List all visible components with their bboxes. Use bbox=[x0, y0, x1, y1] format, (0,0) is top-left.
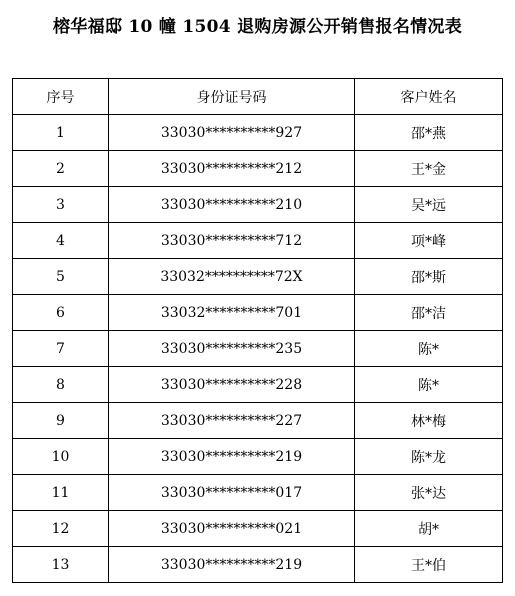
serial-number-cell: 3 bbox=[13, 187, 109, 223]
serial-number-cell: 13 bbox=[13, 547, 109, 583]
serial-number-cell: 1 bbox=[13, 115, 109, 151]
header-customer-name: 客户姓名 bbox=[355, 79, 503, 115]
serial-number-cell: 11 bbox=[13, 475, 109, 511]
table-row bbox=[13, 187, 503, 223]
id-number-cell: 33030**********210 bbox=[109, 187, 355, 223]
table-row bbox=[13, 403, 503, 439]
table-row bbox=[13, 151, 503, 187]
customer-name-cell: 吴*远 bbox=[355, 187, 503, 223]
id-number-cell: 33030**********927 bbox=[109, 115, 355, 151]
registration-table bbox=[12, 78, 503, 583]
serial-number-cell: 6 bbox=[13, 295, 109, 331]
id-number-cell: 33032**********701 bbox=[109, 295, 355, 331]
table-row bbox=[13, 331, 503, 367]
id-number-cell: 33030**********212 bbox=[109, 151, 355, 187]
id-number-cell: 33030**********228 bbox=[109, 367, 355, 403]
table-row bbox=[13, 367, 503, 403]
serial-number-cell: 2 bbox=[13, 151, 109, 187]
customer-name-cell: 项*峰 bbox=[355, 223, 503, 259]
id-number-cell: 33030**********227 bbox=[109, 403, 355, 439]
customer-name-cell: 王*金 bbox=[355, 151, 503, 187]
customer-name-cell: 邵*斯 bbox=[355, 259, 503, 295]
table-row bbox=[13, 259, 503, 295]
page-title: 榕华福邸 10 幢 1504 退购房源公开销售报名情况表 bbox=[52, 17, 463, 37]
customer-name-cell: 王*伯 bbox=[355, 547, 503, 583]
table-row bbox=[13, 223, 503, 259]
id-number-cell: 33030**********017 bbox=[109, 475, 355, 511]
id-number-cell: 33030**********219 bbox=[109, 547, 355, 583]
customer-name-cell: 邵*洁 bbox=[355, 295, 503, 331]
customer-name-cell: 陈* bbox=[355, 367, 503, 403]
table-row bbox=[13, 295, 503, 331]
header-serial-number: 序号 bbox=[13, 79, 109, 115]
id-number-cell: 33030**********712 bbox=[109, 223, 355, 259]
customer-name-cell: 陈* bbox=[355, 331, 503, 367]
id-number-cell: 33032**********72X bbox=[109, 259, 355, 295]
customer-name-cell: 张*达 bbox=[355, 475, 503, 511]
serial-number-cell: 9 bbox=[13, 403, 109, 439]
id-number-cell: 33030**********021 bbox=[109, 511, 355, 547]
table-row bbox=[13, 547, 503, 583]
serial-number-cell: 12 bbox=[13, 511, 109, 547]
id-number-cell: 33030**********235 bbox=[109, 331, 355, 367]
header-id-number: 身份证号码 bbox=[109, 79, 355, 115]
customer-name-cell: 邵*燕 bbox=[355, 115, 503, 151]
table-row bbox=[13, 115, 503, 151]
customer-name-cell: 陈*龙 bbox=[355, 439, 503, 475]
table-row bbox=[13, 511, 503, 547]
table-row bbox=[13, 439, 503, 475]
id-number-cell: 33030**********219 bbox=[109, 439, 355, 475]
serial-number-cell: 10 bbox=[13, 439, 109, 475]
table-row bbox=[13, 475, 503, 511]
serial-number-cell: 8 bbox=[13, 367, 109, 403]
serial-number-cell: 5 bbox=[13, 259, 109, 295]
serial-number-cell: 4 bbox=[13, 223, 109, 259]
serial-number-cell: 7 bbox=[13, 331, 109, 367]
customer-name-cell: 胡* bbox=[355, 511, 503, 547]
table-header-row bbox=[13, 79, 503, 115]
customer-name-cell: 林*梅 bbox=[355, 403, 503, 439]
